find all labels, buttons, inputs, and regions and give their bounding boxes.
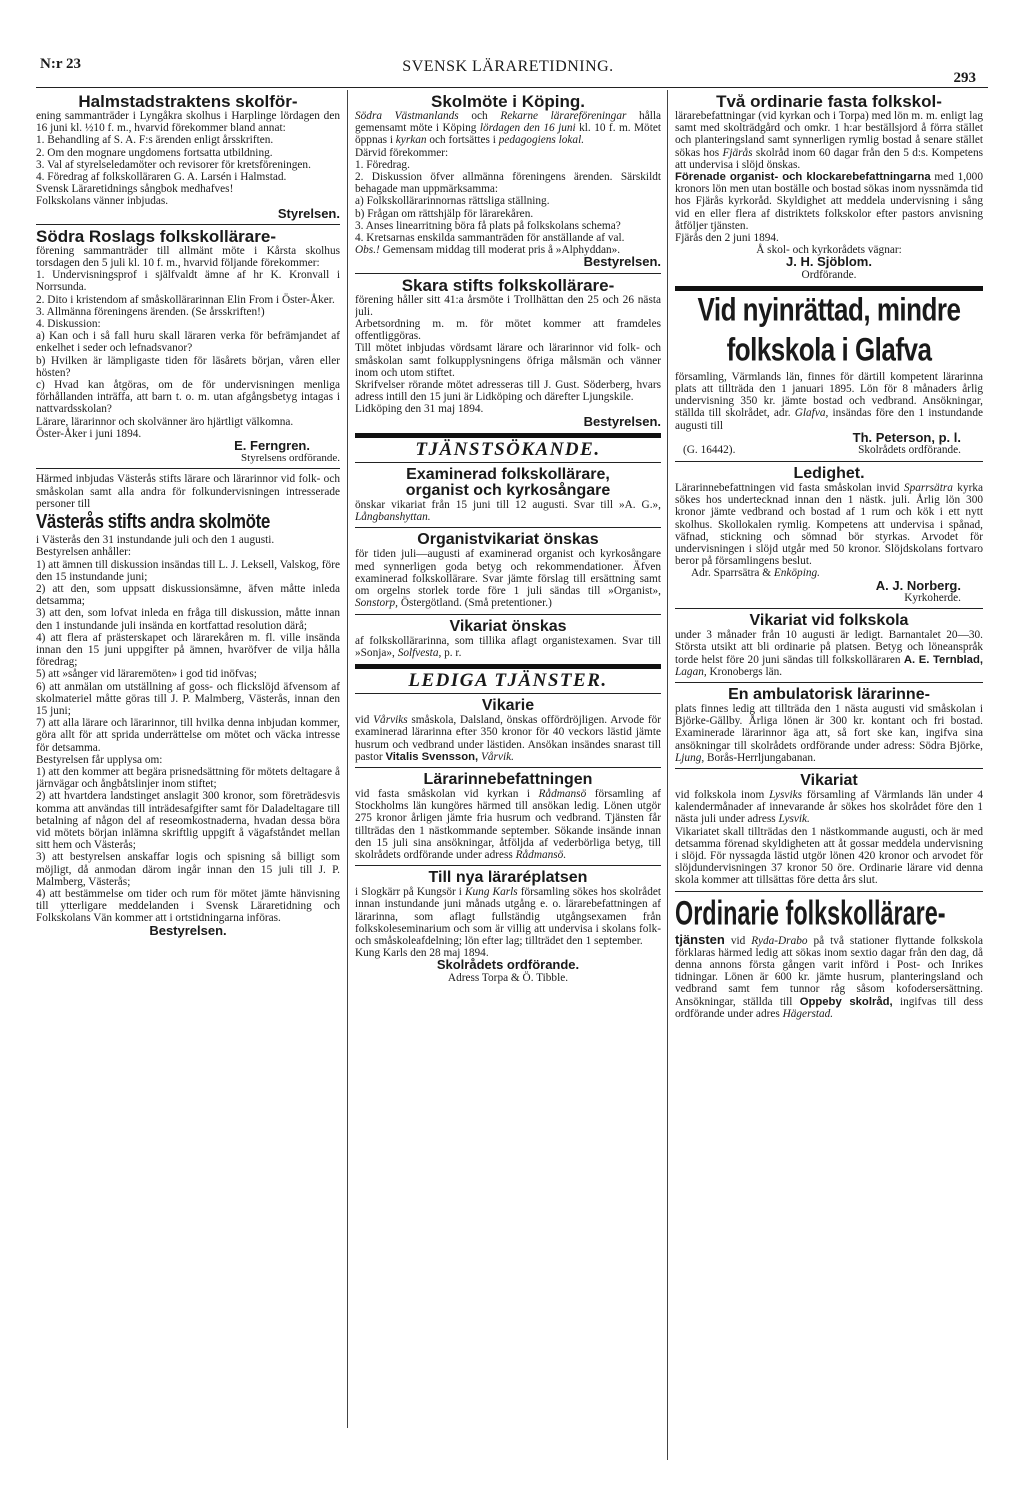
tva-signature: J. H. Sjöblom. xyxy=(786,254,872,270)
ordinarie-text: vid xyxy=(724,934,752,947)
divider xyxy=(675,682,983,683)
tva-text: lärarebefattningar (vid kyrkan och i Torpa) med lön m. m. enligt lag samt med skolträdgård och omkr. 1 h:ar beställsjord å förra stället och planteringsland samt synnerligen rymlig bostad å senare stället sökas hos xyxy=(675,110,983,159)
skara-notice xyxy=(355,275,661,429)
koping-assoc-1: Södra Västmanlands xyxy=(355,110,459,122)
vikariat-folk-address: Lagan, xyxy=(675,665,707,678)
tva-body xyxy=(675,110,983,171)
vikariat-onskas-heading: Vikariat önskas xyxy=(449,617,567,635)
tva-body-2 xyxy=(675,171,983,232)
vasteras-intro: Härmed inbjudas Västerås stifts lärare och lärarinnor vid folk- och småskolan samt alla andra för folkundervisningen intresserade personer till xyxy=(36,473,340,510)
glafva-address: Glafva, xyxy=(794,407,829,420)
halmstad-item-4: 4. Föredrag af folkskolläraren G. A. Larsén i Halmstad. xyxy=(36,171,287,184)
roslags-item-b: b) Hvilken är lämpligaste tiden för läsårets början, våren eller hösten? xyxy=(36,354,340,379)
lararinne-text: vid fasta småskolan vid kyrkan i xyxy=(355,787,539,800)
vikariat-heading: Vikariat xyxy=(800,771,858,789)
lararinne-text: församling af Stockholms län kungöres härmed till ansökan ledig. Lönen utgör 275 kronor årligen jämte fria husrum och vedbrand. Tjänsten får tillträdas den 1 nästkommande september. Sökande insände innan den 15 juli sina ansökningar, åtföljda af vederbörliga betyg, till skolrådets ordförande under adress xyxy=(355,787,661,861)
issue-number: N:r 23 xyxy=(40,56,81,72)
vikarie-place: Vårviks xyxy=(373,714,408,727)
divider xyxy=(355,273,661,274)
tva-parish: Fjärås xyxy=(722,146,753,159)
ambulatorisk-text: plats finnes ledig att tillträda den 1 nästa augusti vid småskolan i Björke-Gällby. Årliga lönen är 300 kr. kontant och fri bostad. Examinerade lärarinnor äga att, så fort ske kan, ingifva sina ansökningar till skolrådets ordförande under adress: Södra Björke, xyxy=(675,702,983,752)
roslags-notice xyxy=(36,226,340,465)
koping-text: kl. 10 f. m. Mötet öppnas i xyxy=(355,122,661,147)
divider xyxy=(355,865,661,866)
tva-bold: Förenade organist- och klockarebefattningarna xyxy=(675,171,931,184)
vikariat-onskas-tail: p. r. xyxy=(441,646,462,659)
header-rule xyxy=(36,87,988,88)
vikariat-onskas-body xyxy=(355,635,661,659)
koping-item-2: 2. Diskussion öfver allmänna föreningens ärenden. Särskildt behagade man uppmärksamma: xyxy=(355,171,661,196)
vikarie-text: småskola, Dalsland, önskas offördröjligen. Arvode för examinerad lärarinna efter 350 kronor för 40 veckors lästid jämte husrum och vedbrand under lästiden. Ansökan insändes snarast till pastor xyxy=(355,714,661,763)
page-header xyxy=(40,56,976,86)
koping-item-3: 3. Anses linearritning böra få plats på folkskolans schema? xyxy=(355,219,621,232)
vasteras-item-7: 7) att alla lärare och lärarinnor, till hvilka denna inbjudan kommer, göra allt för att sprida underrättelse om mötet och väcka intresse för detsamma. xyxy=(36,717,340,754)
roslags-body: förening sammanträder till allmänt möte i Kårsta skolhus torsdagen den 5 juli kl. 10 f. m., hvarvid följande förekommer: xyxy=(36,244,340,270)
vikariat-body xyxy=(675,789,983,826)
nya-notice xyxy=(355,870,661,984)
glafva-notice xyxy=(675,290,983,457)
koping-text: och fortsättes i xyxy=(426,134,499,147)
halmstad-heading: Halmstadstraktens skolför- xyxy=(78,94,298,111)
vasteras-item-3: 3) att den, som lofvat inleda en fråga till diskussion, måtte innan den 1 instundande juli insända en kortfattad resolution därå; xyxy=(36,607,340,632)
halmstad-body: ening sammanträder i Lyngåkra skolhus i Harplinge lördagen den 16 juni kl. ½10 f. m., hvarvid förekommer bland annat: xyxy=(36,110,340,135)
divider xyxy=(36,468,340,469)
lararinne-body xyxy=(355,788,661,861)
vikariat-onskas-text: af folkskollärarinna, som tillika aflagt organistexamen. Svar till »Sonja», xyxy=(355,634,661,659)
roslags-item-2: 2. Dito i kristendom af småskollärarinnan Elin From i Öster-Åker. xyxy=(36,293,335,306)
koping-obs-label: Obs.! xyxy=(355,244,380,257)
vikariat-folk-text: Kronobergs län. xyxy=(706,665,783,678)
halmstad-item-2: 2. Om den mognare ungdomens fortsatta utbildning. xyxy=(36,146,273,159)
vasteras-info-2: 2) att hvartdera landstinget anslagit 300 kronor, som företrädesvis komma att användas till inträdesafgifter samt för Daladeltagare till betalning af någon del af reseomkostnaderna, hvadan dessa böra vid mötets början inlämna skriftlig uppgift å vägafståndet mellan sitt hem och Västerås; xyxy=(36,790,340,852)
koping-item-4: 4. Kretsarnas enskilda sammanträden för anställande af val. xyxy=(355,232,625,245)
vikariat-folk-text: under 3 månader från 10 augusti är ledigt. Barnantalet 20—30. Största utsikt att bli ordinarie på platsen. Betyg och löneanspråk torde helst före 20 juni sändas till folkskolläraren xyxy=(675,629,983,666)
ordinarie-lead: tjänsten xyxy=(675,931,725,947)
vasteras-item-4: 4) att flera af prästerskapet och lärarekåren m. fl. ville insända innan den 15 juni uppgifter på ämnen, hvaröfver de vilja hålla föredrag; xyxy=(36,631,340,669)
skara-place: Lidköping den 31 maj 1894. xyxy=(355,403,484,416)
nya-heading: Till nya läraréplatsen xyxy=(428,869,588,887)
roslags-item-1: 1. Undervisningsprof i själfvaldt ämne af hr K. Kronvall i Norrsunda. xyxy=(36,269,340,294)
vikarie-heading: Vikarie xyxy=(481,697,535,715)
column-2 xyxy=(355,94,661,987)
ledighet-addr-town: Enköping. xyxy=(773,567,820,580)
tva-sub: Å skol- och kyrkorådets vägnar: xyxy=(756,244,902,257)
vasteras-lead-2: Bestyrelsen får upplysa om: xyxy=(36,753,163,766)
divider xyxy=(355,462,661,463)
examinerad-body xyxy=(355,499,661,523)
vikarie-notice xyxy=(355,698,661,763)
skara-p1: Arbetsordning m. m. för mötet kommer att framdeles offentliggöras. xyxy=(355,318,661,343)
koping-date: lördagen den 16 juni xyxy=(479,122,576,135)
page-number: 293 xyxy=(953,70,976,86)
roslags-signature: E. Ferngren. xyxy=(234,438,310,454)
glafva-footer xyxy=(675,444,983,457)
ambulatorisk-body xyxy=(675,703,983,764)
roslags-item-4: 4. Diskussion: xyxy=(36,318,101,331)
koping-venue-2: pedagogiens lokal. xyxy=(498,134,585,147)
section-divider xyxy=(355,433,661,438)
koping-text: och xyxy=(458,110,501,122)
section-divider xyxy=(355,664,661,669)
vasteras-info-3: 3) att bestyrelsen anskaffar logis och spisning så billigt som möjligt, då anmodan därom ingår innan den 15 juli till J. P. Malmberg, Västerås; xyxy=(36,851,340,888)
examinerad-heading-2: organist och kyrkosångare xyxy=(405,482,611,500)
vasteras-notice xyxy=(36,473,340,936)
organist-tail: Östergötland. (Små pretentioner.) xyxy=(398,597,552,610)
tva-notice xyxy=(675,94,983,281)
glafva-text: församling, Värmlands län, finnes för därtill kompetent lärarinna plats att tillträda den 1 januari 1895. Lön för 8 månaders årlig undervisning 350 kr. jämte bostad och vedbrand. Ansökningar, ställda till skolrådet, adr. xyxy=(675,370,983,420)
ledighet-place: Sparrsätra xyxy=(903,482,953,495)
organist-heading: Organistvikariat önskas xyxy=(417,531,599,549)
koping-item-a: a) Folkskollärarinnornas rättsliga ställning. xyxy=(355,195,550,208)
vikarie-contact: Vitalis Svensson, xyxy=(385,750,479,763)
vikariat-text: vid folkskola inom xyxy=(675,788,770,801)
skara-signature: Bestyrelsen. xyxy=(583,413,661,429)
glafva-heading: Vid nyinrättad, mindre folkskola i Glafva xyxy=(697,290,961,368)
divider xyxy=(675,608,983,609)
lararinne-place: Rådmansö xyxy=(538,787,587,800)
nya-parish: Kung Karls xyxy=(465,886,518,899)
vikariat-onskas-notice xyxy=(355,619,661,659)
halmstad-signature: Styrelsen. xyxy=(277,205,340,221)
organist-body xyxy=(355,548,661,609)
divider xyxy=(36,224,340,225)
vikariat-text: församling af Värmlands län under 4 kalendermånader af innevarande år sökes hos skolrådet före den 1 nästa juli under adress xyxy=(675,788,983,826)
organist-text: för tiden juli—augusti af examinerad organist och kyrkosångare med synnerligen goda betyg och rekommendationer. Äfven examinerad folkskollärare. Svar jämte förslag till ersättning samt om orgelns storlek torde före 1 juli sändas till »Organist», xyxy=(355,548,661,598)
koping-assoc-2: Rekarne lärareföreningar xyxy=(500,110,627,122)
organist-notice xyxy=(355,532,661,609)
koping-item-1: 1. Föredrag. xyxy=(355,158,410,171)
divider xyxy=(675,768,983,769)
halmstad-note-2: Folkskolans vänner inbjudas. xyxy=(36,195,169,208)
tva-role: Ordförande. xyxy=(801,268,857,281)
divider xyxy=(675,461,983,462)
vasteras-signature: Bestyrelsen. xyxy=(149,922,227,938)
vasteras-lead: Bestyrelsen anhåller: xyxy=(36,546,132,559)
nya-text: i Slogkärr på Kungsör i xyxy=(355,886,465,899)
glafva-role: Skolrådets ordförande. xyxy=(858,444,961,457)
organist-address: Sonstorp, xyxy=(355,597,398,610)
ambulatorisk-text: Borås-Herrljungabanan. xyxy=(704,751,816,764)
vikariat-folk-contact: A. E. Ternblad, xyxy=(903,653,983,666)
halmstad-item-3: 3. Val af styrelseledamöter och revisorer för kretsföreningen. xyxy=(36,158,311,171)
vasteras-item-2: 2) att den, som uppsatt diskussionsämne, äfven måtte inleda detsamma; xyxy=(36,582,340,608)
ledighet-addr-text: Adr. Sparrsätra & xyxy=(691,567,774,580)
ledighet-body xyxy=(675,482,983,567)
vikariat-parish: Lysviks xyxy=(769,788,802,801)
vikariat-folk-notice xyxy=(675,613,983,678)
roslags-note: Lärare, lärarinnor och skolvänner äro hjärtligt välkomna. xyxy=(36,415,294,428)
ambulatorisk-heading: En ambulatorisk lärarinne- xyxy=(728,685,930,703)
roslags-place: Öster-Åker i juni 1894. xyxy=(36,427,142,440)
ambulatorisk-address: Ljung, xyxy=(675,751,705,764)
halmstad-notice xyxy=(36,94,340,220)
vikarie-body xyxy=(355,714,661,763)
ledighet-text: kyrka sökes hos undertecknad innan den 1 nästk. juli. Årlig lön 300 kronor jämte vedbrand och bostad af 1 rum och kök i ett nytt skolhus. Skollokalen rymlig. Kompetens att undervisa i spånad, väfnad, stickning och sömnad bör styrkas. Arvodet för undervisningen i slöjd utgår med 50 kronor. Slöjdskolans fortvaro beror på församlingens beslut. xyxy=(675,482,983,568)
vikariat-folk-body xyxy=(675,629,983,678)
vikariat-notice xyxy=(675,773,983,887)
glafva-ref: (G. 16442). xyxy=(683,444,736,457)
tjanstsokande-heading: TJÄNSTSÖKANDE. xyxy=(415,438,601,460)
tva-place: Fjärås den 2 juni 1894. xyxy=(675,232,779,245)
nya-body xyxy=(355,886,661,947)
ledighet-signature: A. J. Norberg. xyxy=(875,577,961,593)
nya-place: Kung Karls den 28 maj 1894. xyxy=(355,947,489,960)
vasteras-info-4: 4) att bestämmelse om tider och rum för mötet jämte hänvisning till ytterligare meddelanden i Svensk Läraretidning och Folkskolans Vän kommer att i ortstidningarna införas. xyxy=(36,887,340,925)
skara-heading: Skara stifts folkskollärare- xyxy=(401,275,615,295)
lararinne-notice xyxy=(355,772,661,861)
tva-text: skolråd inom 60 dagar från den 5 d:s. Kompetens att undervisa i slöjd önskas. xyxy=(675,146,983,171)
divider xyxy=(355,527,661,528)
vasteras-info-1: 1) att den kommer att begära prisnedsättning för mötets deltagare å järnvägar och ångbåtslinjer inom stiftet; xyxy=(36,765,340,791)
ledighet-notice xyxy=(675,466,983,604)
examinerad-text: önskar vikariat från 15 juni till 12 augusti. Svar till »A. G.», xyxy=(355,499,661,512)
ledighet-text: Lärarinnebefattningen vid fasta småskolan invid xyxy=(675,482,904,495)
vikariat-address: Lysvik. xyxy=(778,813,810,826)
koping-text: hålla gemensamt möte i Köping xyxy=(355,110,661,135)
examinerad-notice xyxy=(355,467,661,523)
examinerad-address: Långbanshyttan. xyxy=(355,511,431,524)
vikariat-onskas-address: Solfvesta, xyxy=(397,646,442,659)
skara-body: förening håller sitt 41:a årsmöte i Trollhättan den 25 och 26 nästa juli. xyxy=(355,293,661,318)
koping-heading: Skolmöte i Köping. xyxy=(431,94,585,111)
roslags-item-3: 3. Allmänna föreningens ärenden. (Se årsskriften!) xyxy=(36,305,265,318)
skara-p2: Till mötet inbjudas vördsamt lärare och lärarinnor vid folk- och småskolan samt folkupplysningens öfriga målsmän och vänner inom och utom stiftet. xyxy=(355,342,661,379)
column-divider-1 xyxy=(347,90,348,1428)
ordinarie-heading: Ordinarie folkskollärare- xyxy=(675,893,946,932)
ordinarie-parish: Ryda-Drabo xyxy=(751,934,808,947)
koping-notice xyxy=(355,94,661,269)
glafva-signature: Th. Peterson, p. l. xyxy=(852,429,961,445)
divider xyxy=(355,767,661,768)
koping-signature: Bestyrelsen. xyxy=(583,254,661,270)
column-3 xyxy=(675,94,983,1023)
glafva-text: insändas före den 1 instundande augusti till xyxy=(675,407,983,432)
tva-heading: Två ordinarie fasta folkskol- xyxy=(716,94,942,111)
roslags-heading: Södra Roslags folkskollärare- xyxy=(36,226,276,246)
divider xyxy=(675,891,983,892)
roslags-item-a: a) Kan och i så fall huru skall läraren verka för befrämjandet af enkelhet i seder och lefnadsvanor? xyxy=(36,330,340,355)
newspaper-title: SVENSK LÄRARETIDNING. xyxy=(402,58,614,75)
vasteras-item-6: 6) att anmälan om utställning af goss- och flickslöjd äfvensom af skolmateriel måtte göras till J. P. Malmberg, Västerås, innan den 15 juni; xyxy=(36,680,340,717)
lediga-heading: LEDIGA TJÄNSTER. xyxy=(408,669,608,691)
koping-obs-text: Gemensam middag till moderat pris å »Alphyddan». xyxy=(379,244,621,257)
koping-venue-1: kyrkan xyxy=(395,134,427,147)
vasteras-item-5: 5) att »sånger vid läraremöten» i god tid inöfvas; xyxy=(36,668,257,681)
koping-body xyxy=(355,110,661,147)
ordinarie-board: Oppeby skolråd, xyxy=(799,995,893,1008)
lararinne-heading: Lärarinnebefattningen xyxy=(423,770,593,788)
ledighet-role: Kyrkoherde. xyxy=(904,591,961,604)
column-1 xyxy=(36,94,340,940)
roslags-role: Styrelsens ordförande. xyxy=(241,452,340,465)
roslags-item-c: c) Hvad kan åtgöras, om de för undervisningen menliga förhållanden inträffa, att barn t. o. m. utan afgångsbetyg intagas i nattvardsskolan? xyxy=(36,379,340,416)
koping-lead: Därvid förekommer: xyxy=(355,146,449,159)
vikariat-body-2: Vikariatet skall tillträdas den 1 nästkommande augusti, och är med detsamma förenad skyldigheten att åt gossar meddela undervisning i slöjd. För nyssagda lästid utgör lönen 420 kronor och arvodet för slöjdundervisningen 37 kronor 50 öre. Ordinarie lärare vid denna skola kommer att tillsättas före detta års slut. xyxy=(675,825,983,887)
koping-item-b: b) Frågan om rättshjälp för lärarekåren. xyxy=(355,207,534,220)
tva-text: med 1,000 kronors lön men utan boställe och bostad sökas inom nyssnämda tid hos Fjärås kyrkoråd. Skyldighet att meddela undervisning i sång vid en eller flera af distriktets folkskolor efter pastors anvisning åtföljer tjänsten. xyxy=(675,171,983,232)
halmstad-note-1: Svensk Läraretidnings sångbok medhafves! xyxy=(36,183,234,196)
vasteras-body: i Västerås den 31 instundande juli och den 1 augusti. xyxy=(36,534,275,547)
glafva-body xyxy=(675,371,983,432)
vasteras-heading: Västerås stifts andra skolmöte xyxy=(36,511,270,534)
vikariat-folk-heading: Vikariat vid folkskola xyxy=(749,612,909,630)
ordinarie-body xyxy=(675,931,983,1020)
nya-text: församling sökes hos skolrådet innan instundande juni månads utgång e. o. lärarebefattningen af lärarinna, som aflagt fullständig utgångsexamen från folkskoleseminarium och som är villig att undervisa i skolans folk- och småskoleafdelning; lön efter lag; tillträdet den 1 september. xyxy=(355,886,661,947)
ordinarie-address: Hägerstad. xyxy=(782,1007,834,1020)
halmstad-item-1: 1. Behandling af S. A. F:s ärenden enligt årsskriften. xyxy=(36,134,274,147)
examinerad-heading-1: Examinerad folkskollärare, xyxy=(406,466,610,484)
ordinarie-text: på två stationer flyttande folkskola förklaras härmed ledig att sökas inom sextio dagar från den dag, då denna annons första gången varit införd i Post- och Inrikes tidningar. Lönen är 600 kr. jämte husrum, planteringsland och vedbrand samt fem tunnor råg såsom kofodersersättning. Ansökningar, ställda till xyxy=(675,934,983,1008)
nya-signature: Skolrådets ordförande. xyxy=(436,957,580,973)
skara-p3: Skrifvelser rörande mötet adresseras till J. Gust. Söderberg, hvars adress intill den 15 juni är Lidköping och därefter Ljungskile. xyxy=(355,379,661,404)
divider xyxy=(355,614,661,615)
nya-address: Adress Torpa & Ö. Tibble. xyxy=(447,971,569,984)
vikarie-text: vid xyxy=(355,714,374,727)
lararinne-address: Rådmansö. xyxy=(515,848,567,861)
column-divider-2 xyxy=(667,90,668,1460)
divider xyxy=(355,693,661,694)
ledighet-heading: Ledighet. xyxy=(793,465,865,483)
ordinarie-text: ingifvas till dess ordförande under adres xyxy=(675,995,983,1020)
ambulatorisk-notice xyxy=(675,687,983,764)
vikarie-address: Vårvik. xyxy=(481,750,514,763)
ordinarie-notice xyxy=(675,893,983,1020)
vasteras-item-1: 1) att ämnen till diskussion insändas till L. J. Leksell, Valskog, före den 15 instundande juni; xyxy=(36,558,340,583)
